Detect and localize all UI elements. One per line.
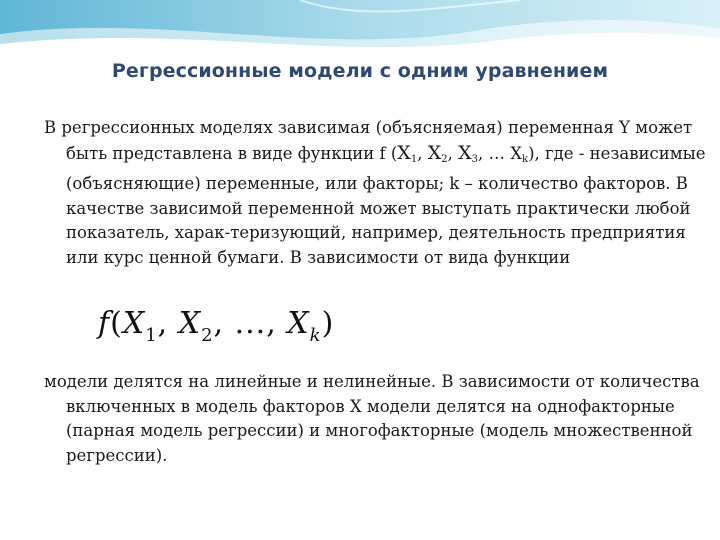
- function-formula: $f(X_1$, $X_2$, ..., $X_k$): [98, 306, 335, 346]
- intro-text-b: ), где - независимые (объясняющие) переменные, или факторы; k – количество факторов. В качестве зависимой переменной может выступать практически любой показатель, харак-теризующий, например, деятельность предприятия или курс ценной бумаги. В зависимости от вида функции: [66, 143, 706, 267]
- intro-text-a: В регрессионных моделях зависимая (объясняемая) переменная Y может быть представлена в виде функции f (: [44, 118, 693, 163]
- var-x1: $X_1$: [397, 141, 418, 165]
- var-x3: $X_3$: [458, 141, 479, 165]
- page-title: Регрессионные модели с одним уравнением: [111, 60, 609, 82]
- var-x2: $X_2$: [427, 141, 448, 165]
- paragraph-intro: В регрессионных моделях зависимая (объясняемая) переменная Y может быть представлена в виде функции f ($X_1$, $X_2$, $X_3$, … $X_k$), где - независимые (объясняющие) переменные, или факторы; k – количество факторов. В качестве зависимой переменной может выступать практически любой показатель, харак-теризующий, например, деятельность предприятия или курс ценной бумаги. В зависимости от вида функции: [44, 118, 706, 267]
- header-wave-decoration: [0, 0, 720, 60]
- paragraph-classification: модели делятся на линейные и нелинейные. В зависимости от количества включенных в модель факторов Х модели делятся на однофакторные (парная модель регрессии) и многофакторные (модель множественной регрессии).: [44, 372, 700, 465]
- var-xk: , … $X_k$: [478, 143, 529, 165]
